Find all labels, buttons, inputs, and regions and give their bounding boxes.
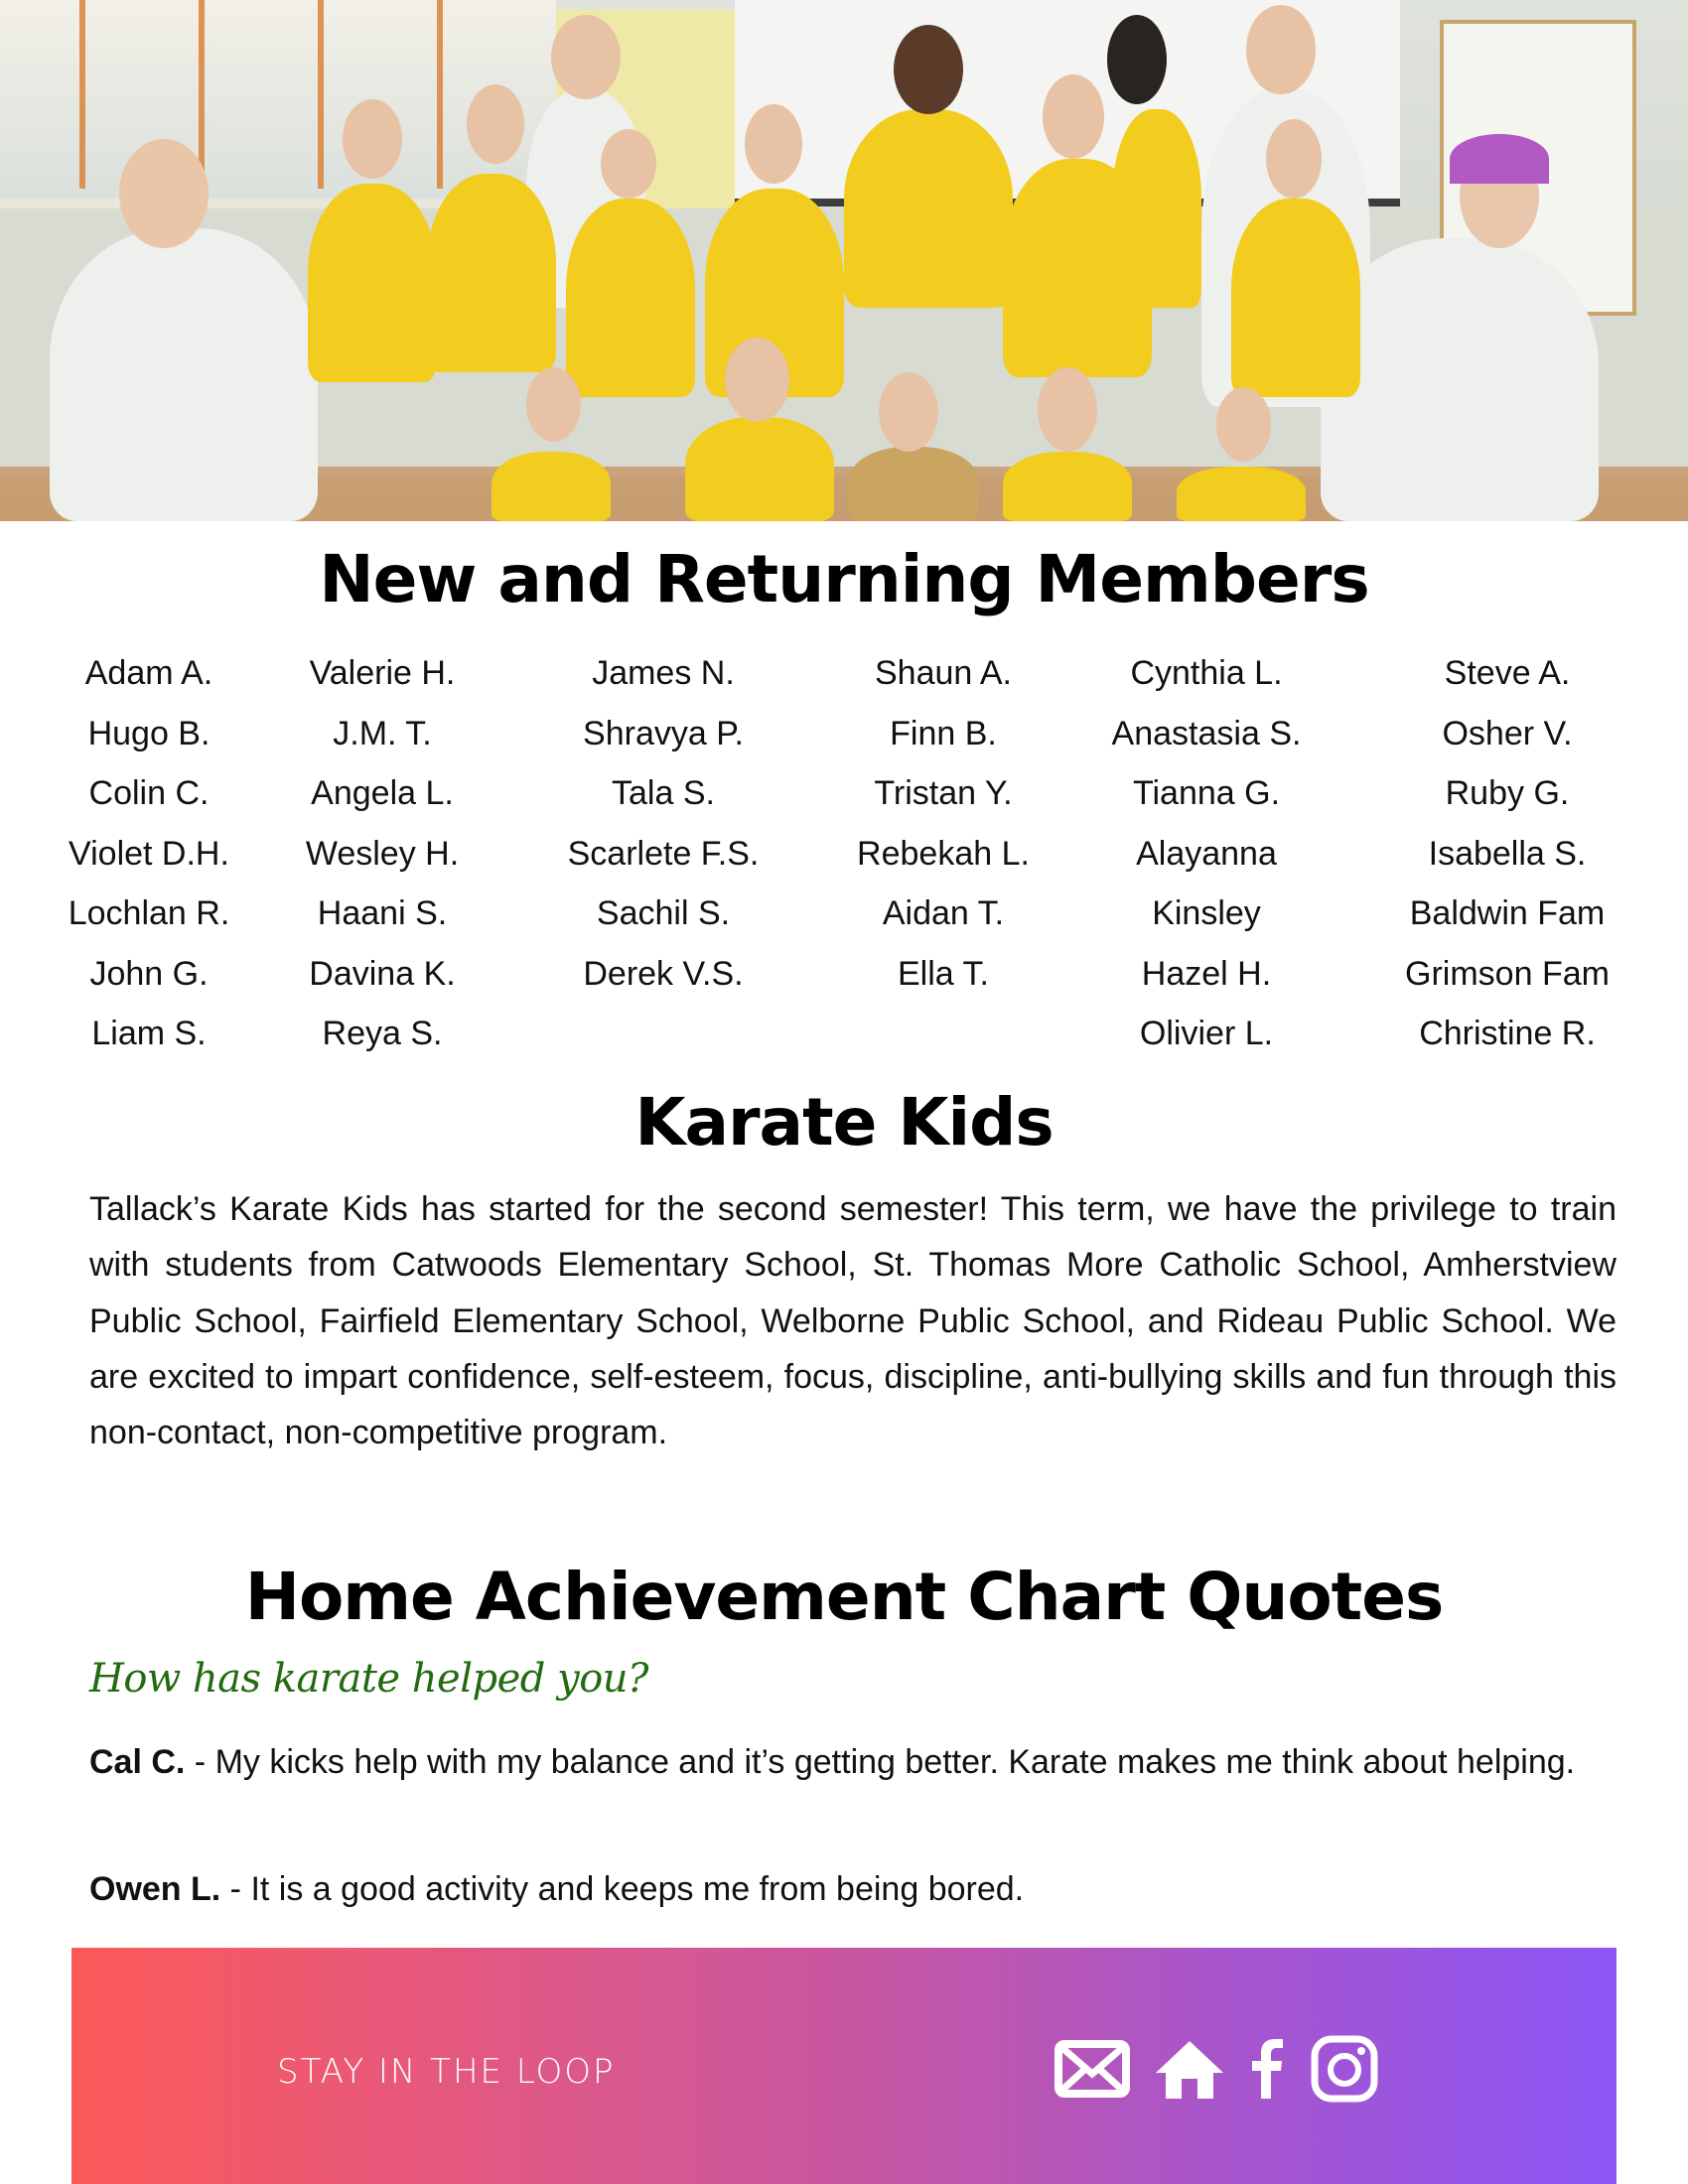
member-name: Davina K.: [309, 954, 456, 993]
member-name: Hugo B.: [87, 714, 211, 752]
member-name: Ella T.: [898, 954, 989, 993]
member-name: Reya S.: [322, 1015, 443, 1052]
member-name: Angela L.: [311, 774, 454, 812]
member-name: Haani S.: [317, 894, 448, 932]
quote-author: Cal C.: [89, 1743, 186, 1781]
member-name: Rebekah L.: [857, 834, 1030, 873]
members-column: [1112, 647, 1302, 1068]
member-name: Shravya P.: [583, 714, 744, 752]
photo-student: [849, 447, 978, 521]
member-name: Colin C.: [88, 774, 210, 812]
member-name: Baldwin Fam: [1409, 894, 1606, 932]
members-column: [857, 647, 1030, 1008]
members-column: [69, 647, 230, 1068]
member-name: Derek V.S.: [583, 954, 744, 993]
photo-student: [566, 199, 695, 397]
members-column: [1405, 647, 1610, 1068]
quote-text: My kicks help with my balance and it’s getting better. Karate makes me think about helping.: [214, 1743, 1576, 1781]
member-name: Cynthia L.: [1130, 654, 1283, 692]
member-name: Lochlan R.: [68, 894, 230, 932]
member-name: James N.: [592, 654, 735, 692]
member-name: John G.: [89, 954, 209, 993]
quote-author: Owen L.: [89, 1870, 221, 1908]
member-name: Osher V.: [1442, 714, 1573, 752]
photo-student: [492, 452, 611, 521]
member-name: Tristan Y.: [874, 774, 1013, 812]
member-name: Anastasia S.: [1111, 714, 1302, 752]
members-list: [0, 647, 1688, 1074]
member-name: Steve A.: [1444, 654, 1571, 692]
karate-kids-heading: Karate Kids: [634, 1084, 1054, 1160]
photo-student: [1177, 467, 1306, 521]
photo-student: [427, 174, 556, 372]
group-photo: [0, 0, 1688, 521]
photo-instructor-right: [1321, 238, 1599, 521]
photo-student: [308, 184, 437, 382]
karate-kids-paragraph: Tallack’s Karate Kids has started for the second semester! This term, we have the privilege to train with students from Catwoods Elementary School, St. Thomas More Catholic School, Amherstview Public School, Fairfield Elementary School, Welborne Public School, and Rideau Public School. We are excited to impart confidence, self-esteem, focus, discipline, anti-bullying skills and fun through this non-contact, non-competitive program.: [89, 1190, 1617, 1452]
member-name: Kinsley: [1152, 894, 1261, 932]
quote-separator: -: [185, 1743, 215, 1781]
members-column: [568, 647, 760, 1008]
social-icons: [1053, 2035, 1384, 2103]
photo-student: [685, 417, 834, 521]
member-name: Isabella S.: [1428, 834, 1587, 873]
members-column: [306, 647, 459, 1068]
member-name: Christine R.: [1419, 1015, 1596, 1052]
member-name: Alayanna: [1136, 834, 1277, 873]
member-name: Olivier L.: [1139, 1015, 1274, 1052]
member-name: J.M. T.: [333, 714, 432, 752]
instagram-icon[interactable]: [1305, 2035, 1384, 2103]
member-name: Tala S.: [612, 774, 715, 812]
photo-student: [1112, 109, 1201, 308]
member-name: Adam A.: [84, 654, 213, 692]
member-name: Valerie H.: [309, 654, 456, 692]
member-name: Sachil S.: [596, 894, 731, 932]
member-name: Violet D.H.: [69, 834, 229, 873]
home-icon[interactable]: [1150, 2035, 1229, 2103]
member-name: Tianna G.: [1132, 774, 1281, 812]
footer-banner: [71, 1948, 1617, 2184]
member-name: Shaun A.: [874, 654, 1012, 692]
members-heading: New and Returning Members: [319, 541, 1369, 617]
member-name: Finn B.: [890, 714, 997, 752]
member-name: Ruby G.: [1445, 774, 1570, 812]
photo-student: [1231, 199, 1360, 397]
member-name: Liam S.: [91, 1015, 207, 1052]
email-icon[interactable]: [1053, 2035, 1132, 2103]
facebook-icon[interactable]: [1247, 2035, 1287, 2103]
member-name: Scarlete F.S.: [567, 834, 760, 873]
member-name: Aidan T.: [882, 894, 1005, 932]
quote-item: [89, 1731, 1617, 1794]
quote-text: It is a good activity and keeps me from being bored.: [250, 1870, 1025, 1908]
member-name: Wesley H.: [305, 834, 460, 873]
quotes-subtitle: How has karate helped you?: [89, 1656, 648, 1702]
quote-item: [89, 1858, 1617, 1921]
photo-instructor-left: [50, 228, 318, 521]
member-name: Hazel H.: [1141, 954, 1272, 993]
photo-student: [1003, 452, 1132, 521]
quote-separator: -: [220, 1870, 251, 1908]
photo-student: [844, 109, 1013, 308]
quotes-heading: Home Achievement Chart Quotes: [244, 1559, 1444, 1635]
member-name: Grimson Fam: [1405, 954, 1610, 993]
stay-in-the-loop-label: STAY IN THE LOOP: [277, 2052, 616, 2092]
